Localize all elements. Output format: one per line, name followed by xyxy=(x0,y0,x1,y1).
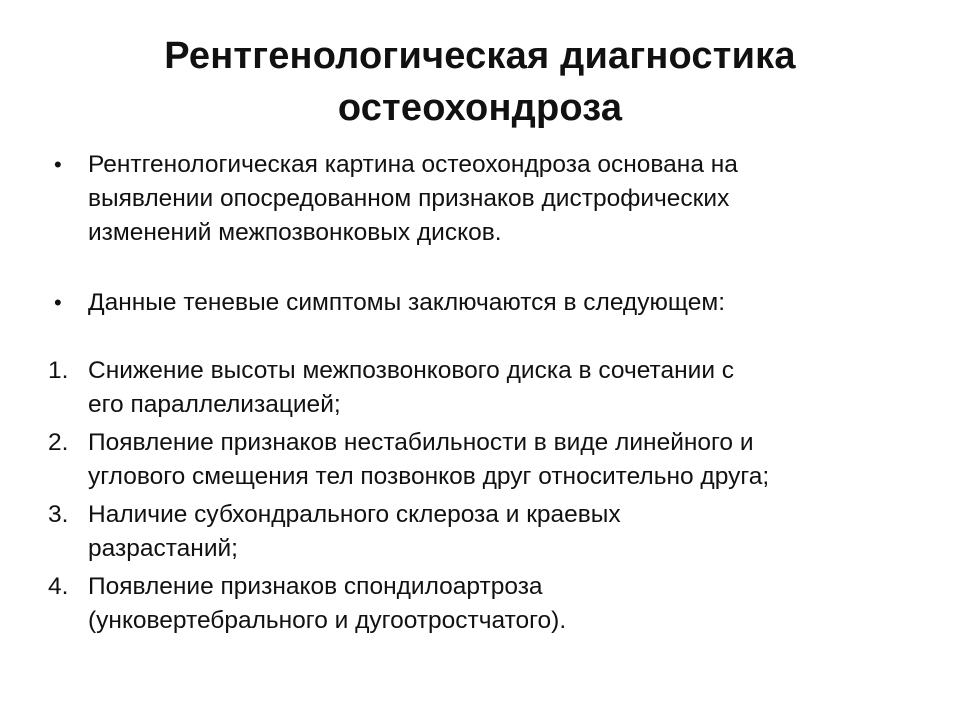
slide-body xyxy=(48,148,928,642)
numbered-item xyxy=(48,426,928,494)
numbered-line: Появление признаков нестабильности в виде линейного и xyxy=(88,429,754,456)
numbered-line: Снижение высоты межпозвонкового диска в сочетании с xyxy=(88,357,735,384)
number-marker: 4. xyxy=(48,573,69,600)
bullet-line: Рентгенологическая картина остеохондроза основана на xyxy=(88,151,738,178)
bullet-line: выявлении опосредованном признаков дистрофических xyxy=(88,185,730,212)
bullet-marker: • xyxy=(54,290,62,315)
number-marker: 2. xyxy=(48,429,69,456)
numbered-line: (унковертебрального и дугоотростчатого). xyxy=(88,607,567,634)
bullet-marker: • xyxy=(54,152,62,177)
numbered-item xyxy=(48,498,928,566)
title-line-1: Рентгенологическая диагностика xyxy=(164,35,796,77)
numbered-line: Появление признаков спондилоартроза xyxy=(88,573,543,600)
number-marker: 3. xyxy=(48,501,69,528)
bullet-item xyxy=(48,148,928,250)
numbered-item xyxy=(48,570,928,638)
bullet-item xyxy=(48,286,928,320)
slide-title xyxy=(60,30,900,134)
number-marker: 1. xyxy=(48,357,69,384)
numbered-line: его параллелизацией; xyxy=(88,391,341,418)
bullet-line: изменений межпозвонковых дисков. xyxy=(88,219,502,246)
numbered-line: разрастаний; xyxy=(88,535,238,562)
bullet-line: Данные теневые симптомы заключаются в следующем: xyxy=(88,289,725,316)
numbered-line: углового смещения тел позвонков друг относительно друга; xyxy=(88,463,770,490)
numbered-item xyxy=(48,354,928,422)
title-line-2: остеохондроза xyxy=(337,87,623,129)
numbered-line: Наличие субхондрального склероза и краевых xyxy=(88,501,621,528)
